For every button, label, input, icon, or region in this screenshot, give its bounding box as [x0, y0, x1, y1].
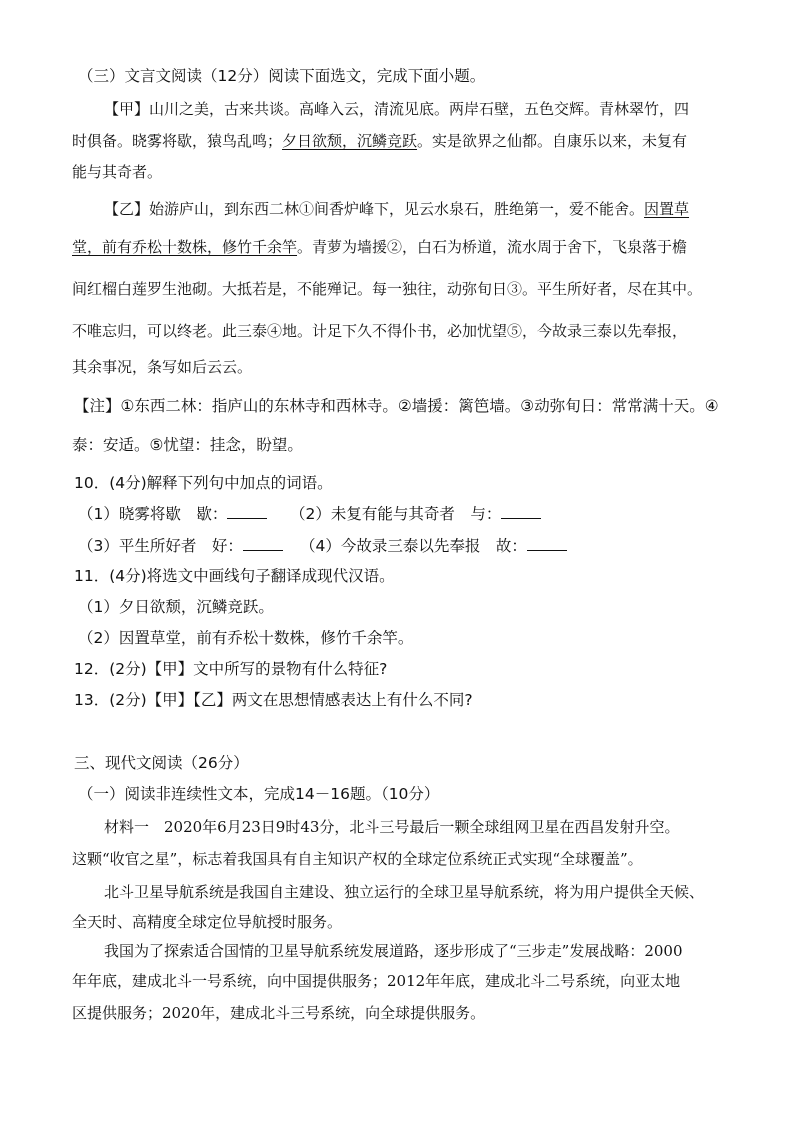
q10-item-2 — [290, 504, 541, 524]
q10-item-4 — [300, 536, 567, 556]
jia-line-3: 能与其奇者。 — [72, 163, 163, 181]
notes-line-1: 【注】①东西二林：指庐山的东林寺和西林寺。②墙援：篱笆墙。③动弥旬日：常常满十天。④ — [74, 397, 719, 415]
jia-line-1: 【甲】山川之美，古来共谈。高峰入云，清流见底。两岸石壁，五色交辉。青林翠竹，四 — [104, 100, 690, 118]
yi-underlined-end: 堂，前有乔松十数株，修竹千余竿 — [72, 238, 298, 256]
answer-blank[interactable] — [243, 536, 283, 551]
material-p3-line-2: 年年底，建成北斗一号系统，向中国提供服务；2012年年底，建成北斗二号系统，向亚太地 — [72, 972, 681, 990]
yi-line-2-tail: 。青萝为墙援②，白石为桥道，流水周于舍下，飞泉落于檐 — [297, 238, 688, 256]
material1-line-1: 材料一 2020年6月23日9时43分，北斗三号最后一颗全球组网卫星在西昌发射升空。 — [104, 818, 680, 836]
material1-line-2: 这颗“收官之星”，标志着我国具有自主知识产权的全球定位系统正式实现“全球覆盖”。 — [72, 850, 643, 868]
jia-line-2-text: 时俱备。晓雾将歇，猿鸟乱鸣； — [72, 132, 283, 150]
q10-item-3-label: （3）平生所好者 好： — [78, 537, 243, 555]
jia-line-2 — [72, 131, 687, 151]
answer-blank[interactable] — [501, 504, 541, 519]
q11-item-2: （2）因置草堂，前有乔松十数株，修竹千余竿。 — [78, 629, 414, 647]
yi-underlined-start: 因置草 — [644, 200, 690, 218]
material-p3-line-1: 我国为了探索适合国情的卫星导航系统发展道路，逐步形成了“三步走”发展战略：2000 — [104, 942, 683, 960]
yi-line-3: 间红榴白莲罗生池砌。大抵若是，不能殚记。每一独往，动弥旬日③。平生所好者，尽在其中。 — [72, 280, 703, 298]
q11-item-1: （1）夕日欲颓，沉鳞竞跃。 — [78, 598, 274, 616]
part3-subheading: （一）阅读非连续性文本，完成14－16题。（10分） — [78, 785, 440, 803]
q11-stem: 11．(4分)将选文中画线句子翻译成现代汉语。 — [74, 567, 395, 585]
section-heading-classical: （三）文言文阅读（12分）阅读下面选文，完成下面小题。 — [78, 67, 486, 85]
q13: 13．(2分)【甲】【乙】两文在思想情感表达上有什么不同? — [74, 691, 473, 709]
yi-line-2 — [72, 237, 687, 257]
q10-item-3 — [78, 536, 283, 556]
part3-heading: 三、现代文阅读（26分） — [74, 754, 249, 772]
q12: 12．(2分)【甲】文中所写的景物有什么特征? — [74, 660, 388, 678]
material-p2-line-1: 北斗卫星导航系统是我国自主建设、独立运行的全球卫星导航系统，将为用户提供全天候、 — [104, 883, 705, 901]
q10-item-2-label: （2）未复有能与其奇者 与： — [290, 505, 502, 523]
q10-item-1-label: （1）晓雾将歇 歇： — [78, 505, 228, 523]
material-p3-line-3: 区提供服务；2020年，建成北斗三号系统，向全球提供服务。 — [72, 1004, 486, 1022]
material-p2-line-2: 全天时、高精度全球定位导航授时服务。 — [72, 913, 343, 931]
yi-line-1 — [104, 199, 689, 219]
yi-line-5: 其余事况，条写如后云云。 — [72, 358, 253, 376]
q10-stem: 10．(4分)解释下列句中加点的词语。 — [74, 474, 333, 492]
q10-item-4-label: （4）今故录三泰以先奉报 故： — [300, 537, 527, 555]
q10-item-1 — [78, 504, 267, 524]
answer-blank[interactable] — [527, 536, 567, 551]
yi-line-1-text: 【乙】始游庐山，到东西二林①间香炉峰下，见云水泉石，胜绝第一，爱不能舍。 — [104, 200, 645, 218]
answer-blank[interactable] — [227, 504, 267, 519]
jia-line-2-tail: 。实是欲界之仙都。自康乐以来，未复有 — [417, 132, 688, 150]
jia-underlined-sentence: 夕日欲颓，沉鳞竞跃 — [282, 132, 418, 150]
yi-line-4: 不唯忘归，可以终老。此三泰④地。计足下久不得仆书，必加忧望⑤，今故录三泰以先奉报， — [72, 322, 688, 340]
notes-line-2: 泰：安适。⑤忧望：挂念，盼望。 — [72, 436, 303, 454]
